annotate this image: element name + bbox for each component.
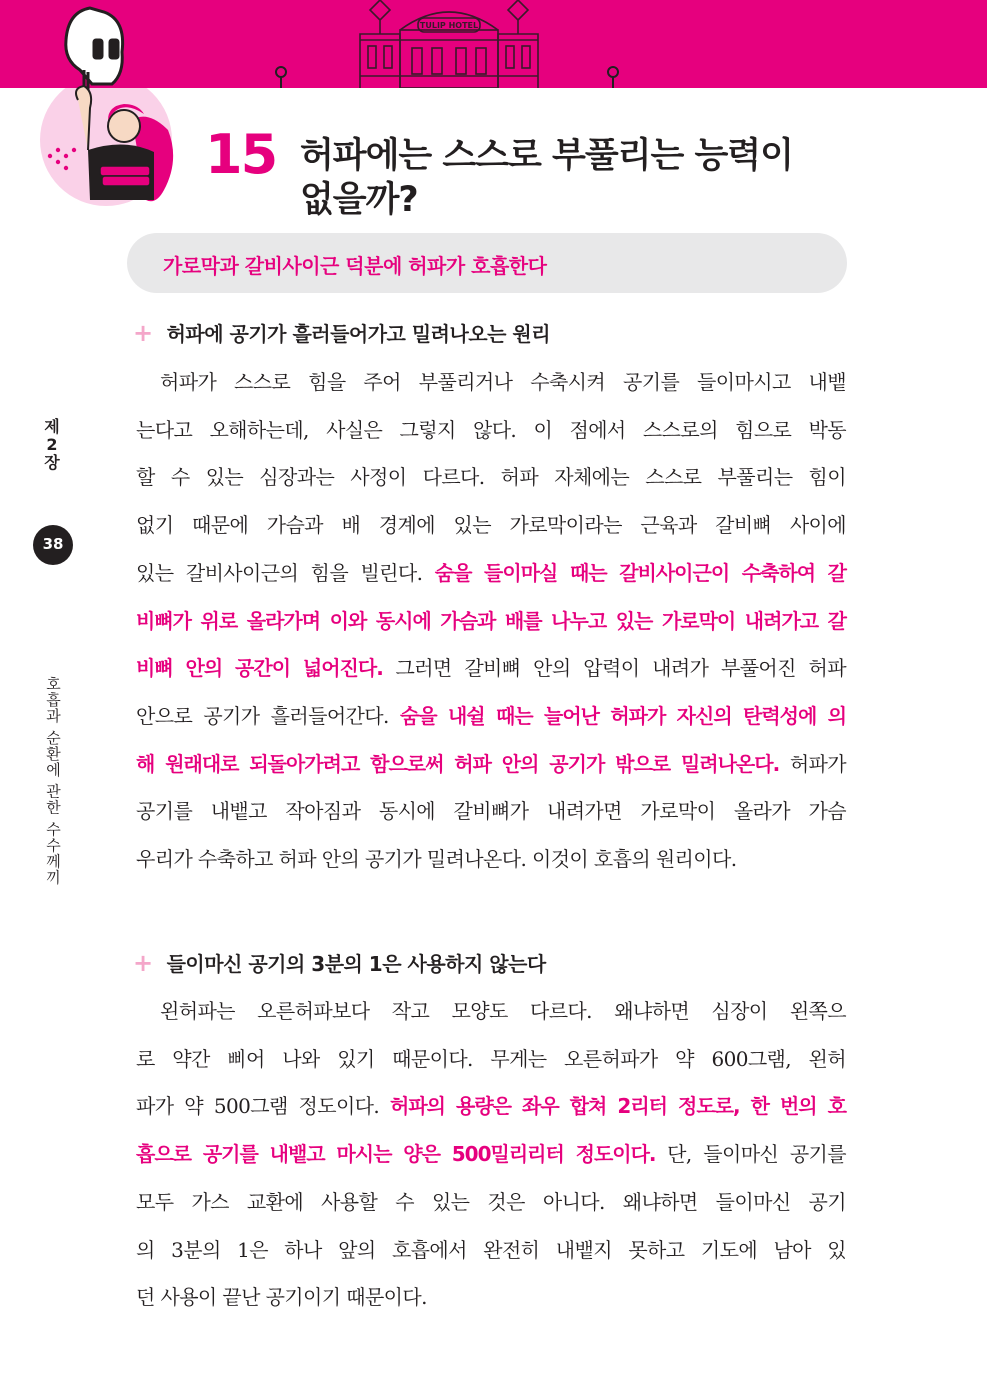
highlight-text: 해 원래대로 되돌아가려고 함으로써 허파 안의 공기가 밖으로 밀려나온다.	[136, 751, 780, 776]
text-line: 로 약간 삐어 나와 있기 때문이다. 무게는 오른허파가 약 600그램, 왼허	[136, 1046, 846, 1071]
section-heading	[133, 948, 546, 977]
plus-icon: +	[133, 949, 153, 977]
chapter-title-line: 없을까?	[300, 180, 418, 220]
text-line: 는다고 오해하는데, 사실은 그렇지 않다. 이 점에서 스스로의 힘으로 박동	[136, 417, 846, 442]
section-heading-text: 들이마신 공기의 3분의 1은 사용하지 않는다	[166, 952, 546, 976]
section-heading-text: 허파에 공기가 흘러들어가고 밀려나오는 원리	[166, 322, 551, 346]
text-line: 왼허파는 오른허파보다 작고 모양도 다르다. 왜냐하면 심장이 왼쪽으	[160, 999, 846, 1023]
text-run: 안으로 공기가 흘러들어간다.	[136, 703, 400, 728]
highlight-text: 비뼈 안의 공간이 넓어진다.	[136, 656, 383, 681]
text-run: 파가 약 500그램 정도이다.	[136, 1094, 390, 1119]
text-line: 우리가 수축하고 허파 안의 공기가 밀려나온다. 이것이 호흡의 원리이다.	[136, 847, 737, 872]
text-line: 허파가 스스로 힘을 주어 부풀리거나 수축시켜 공기를 들이마시고 내뱉	[160, 370, 846, 394]
text-line: 던 사용이 끝난 공기이기 때문이다.	[136, 1285, 427, 1310]
chapter-subtitle: 가로막과 갈비사이근 덕분에 허파가 호흡한다	[163, 254, 547, 278]
text-run: 그러면 갈비뼈 안의 압력이 내려가 부풀어진 허파	[382, 656, 846, 681]
highlight-text: 숨을 내쉴 때는 늘어난 허파가 자신의 탄력성에 의	[399, 703, 847, 728]
hotel-sign: TULIP HOTEL	[419, 21, 479, 30]
text-line: 의 3분의 1은 하나 앞의 호흡에서 완전히 내뱉지 못하고 기도에 남아 있	[136, 1237, 846, 1262]
highlight-text: 비뼈가 위로 올라가며 이와 동시에 가슴과 배를 나누고 있는 가로막이 내려가고 갈	[136, 608, 846, 633]
text-line: 모두 가스 교환에 사용할 수 있는 것은 아니다. 왜냐하면 들이마신 공기	[136, 1189, 846, 1214]
text-run: 단, 들이마신 공기를	[655, 1142, 846, 1167]
side-chapter-label: 제 2 장	[44, 417, 60, 472]
hook-icon	[274, 64, 288, 88]
chapter-title-line: 허파에는 스스로 부풀리는 능력이	[300, 136, 793, 176]
section-body	[136, 359, 846, 884]
page-number: 38	[42, 535, 64, 553]
hook-icon	[606, 64, 620, 88]
text-line: 공기를 내뱉고 작아짐과 동시에 갈비뼈가 내려가면 가로막이 올라가 가슴	[136, 799, 846, 824]
text-line	[136, 693, 846, 741]
plus-icon: +	[133, 319, 153, 347]
chapter-number: 15	[205, 123, 277, 186]
text-line	[136, 645, 846, 693]
highlight-text: 숨을 들이마실 때는 갈비사이근이 수축하여 갈	[434, 560, 846, 585]
text-line	[136, 550, 846, 598]
text-line	[136, 1083, 846, 1131]
text-line: 할 수 있는 심장과는 사정이 다르다. 허파 자체에는 스스로 부풀리는 힘이	[136, 465, 846, 490]
text-line: 없기 때문에 가슴과 배 경계에 있는 가로막이라는 근육과 갈비뼈 사이에	[136, 513, 846, 538]
hotel-illustration	[356, 0, 542, 88]
text-run: 있는 갈비사이근의 힘을 빌린다.	[136, 560, 435, 585]
character-illustration	[28, 0, 208, 215]
text-line	[136, 741, 846, 789]
highlight-text: 허파의 용량은 좌우 합쳐 2리터 정도로, 한 번의 호	[390, 1094, 846, 1119]
highlight-text: 흡으로 공기를 내뱉고 마시는 양은 500밀리리터 정도이다.	[136, 1142, 656, 1167]
section-body	[136, 988, 846, 1322]
text-run: 허파가	[779, 751, 846, 776]
side-book-title: 호흡과 순환에 관한 수수께끼	[44, 676, 62, 886]
section-heading	[133, 318, 550, 347]
text-line	[136, 1131, 846, 1179]
chapter-title	[300, 134, 900, 222]
